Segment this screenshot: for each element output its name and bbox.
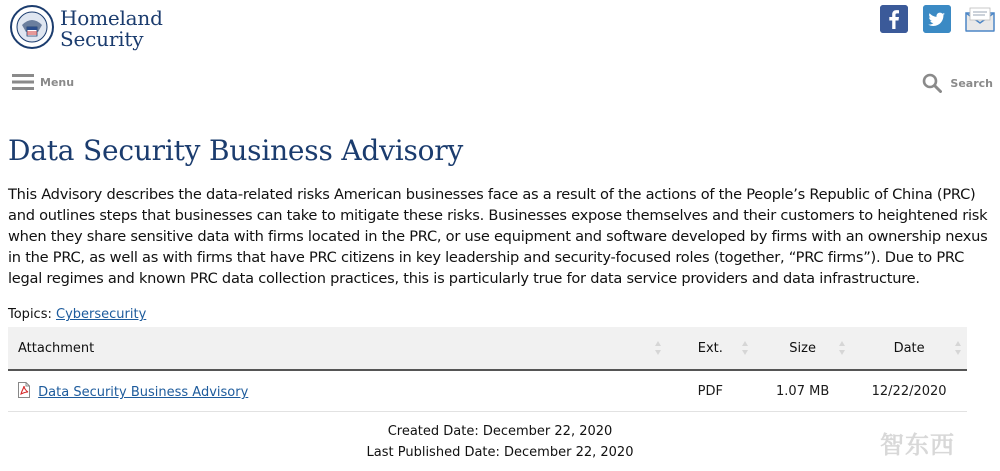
logo-line-1: Homeland bbox=[60, 6, 163, 30]
attachments-table bbox=[8, 327, 967, 412]
site-logo[interactable] bbox=[60, 8, 163, 50]
sort-icon bbox=[655, 341, 661, 355]
search-label: Search bbox=[950, 76, 993, 90]
table-row bbox=[8, 370, 967, 412]
attachment-cell bbox=[8, 370, 667, 412]
column-header-label: Ext. bbox=[697, 340, 723, 356]
email-icon[interactable] bbox=[965, 5, 995, 33]
topics-label: Topics: bbox=[8, 307, 52, 322]
column-header-date[interactable] bbox=[851, 327, 967, 370]
created-date: Created Date: December 22, 2020 bbox=[387, 424, 613, 439]
search-button[interactable] bbox=[922, 73, 993, 93]
sort-icon bbox=[742, 341, 748, 355]
topic-link-cybersecurity[interactable]: Cybersecurity bbox=[56, 307, 147, 322]
hamburger-icon bbox=[12, 73, 34, 91]
column-header-label: Attachment bbox=[18, 340, 95, 356]
column-header-attachment[interactable] bbox=[8, 327, 667, 370]
logo-line-2: Security bbox=[60, 27, 144, 51]
sort-icon bbox=[955, 341, 961, 355]
column-header-label: Size bbox=[789, 340, 816, 356]
menu-button[interactable] bbox=[12, 73, 74, 91]
dhs-seal-icon[interactable] bbox=[10, 5, 54, 49]
table-header-row bbox=[8, 327, 967, 370]
ext-cell: PDF bbox=[667, 370, 754, 412]
date-cell: 12/22/2020 bbox=[851, 370, 967, 412]
column-header-size[interactable] bbox=[754, 327, 851, 370]
column-header-label: Date bbox=[893, 340, 925, 356]
column-header-ext[interactable] bbox=[667, 327, 754, 370]
site-header bbox=[0, 0, 1000, 60]
intro-paragraph: This Advisory describes the data-related risks American businesses face as a result of the actions of the People’s Republic of China (PRC) and outlines steps that businesses can take to mitigate these risks. Businesses expose themselves and their customers to heightened risk when they share sensitive data with firms located in the PRC, or use equipment and software developed by firms with an ownership nexus in the PRC, as well as with firms that have PRC citizens in key leadership and security-focused roles (together, “PRC firms”). Due to PRC legal regimes and known PRC data collection practices, this is particularly true for data service providers and data infrastructure. bbox=[8, 186, 988, 287]
attachment-link[interactable]: Data Security Business Advisory bbox=[38, 385, 249, 400]
facebook-icon[interactable] bbox=[880, 5, 908, 33]
last-published-date: Last Published Date: December 22, 2020 bbox=[366, 445, 634, 460]
topics-line bbox=[8, 307, 146, 322]
page-title: Data Security Business Advisory bbox=[8, 134, 464, 167]
size-cell: 1.07 MB bbox=[754, 370, 851, 412]
watermark: 智东西 bbox=[880, 431, 955, 459]
nav-bar bbox=[0, 65, 1000, 105]
twitter-icon[interactable] bbox=[923, 5, 951, 33]
sort-icon bbox=[839, 341, 845, 355]
menu-label: Menu bbox=[40, 75, 75, 89]
search-icon bbox=[922, 73, 942, 93]
pdf-file-icon bbox=[18, 382, 30, 398]
